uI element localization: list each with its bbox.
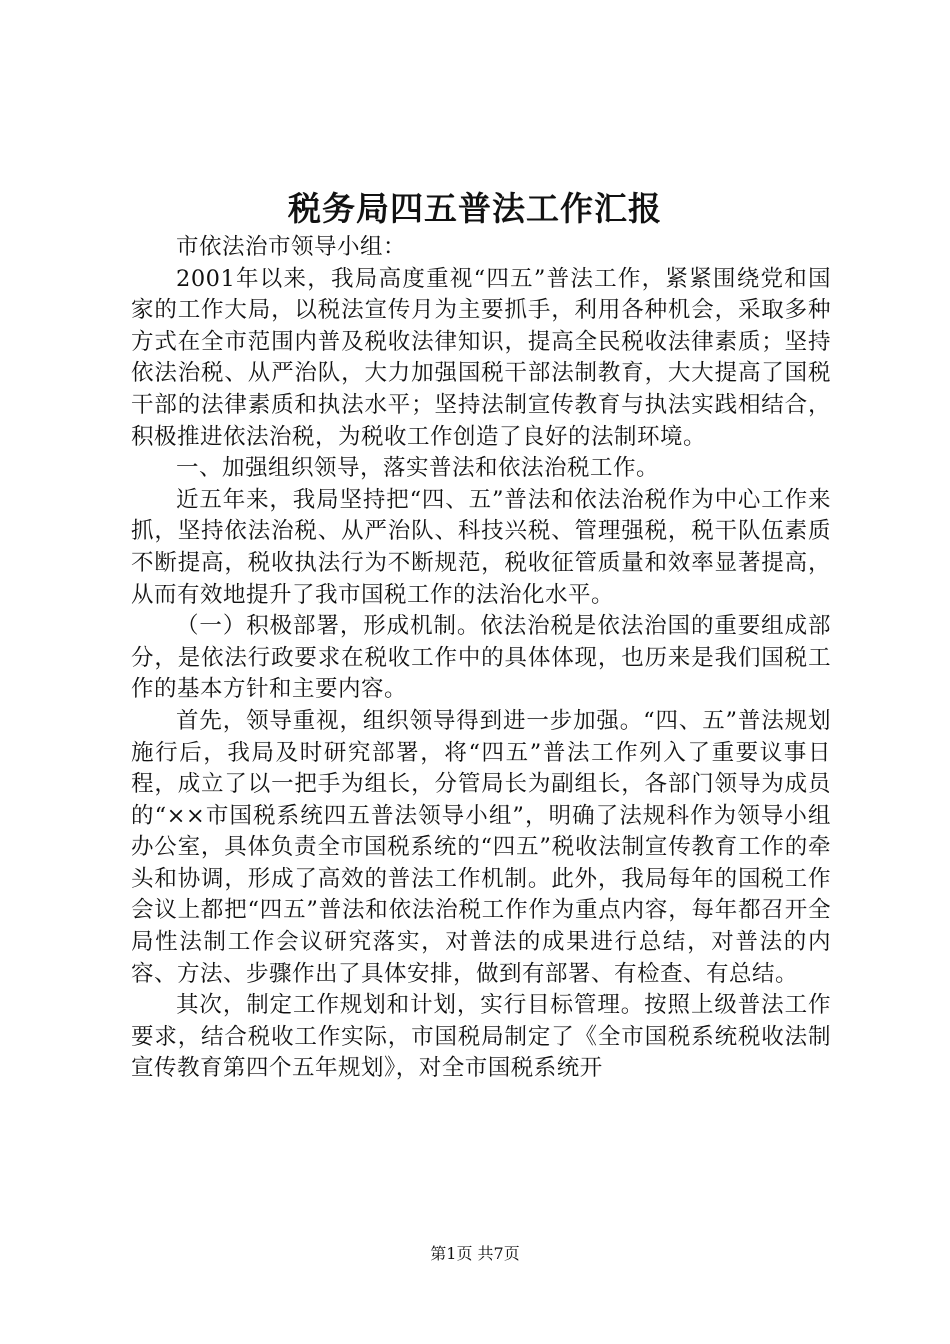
section-heading-paragraph: 一、加强组织领导，落实普法和依法治税工作。 [176, 455, 660, 482]
body-paragraph: 2001年以来，我局高度重视“四五”普法工作，紧紧围绕党和国家的工作大局，以税法宣传月为主要抓手，利用各种机会，采取多种方式在全市范围内普及税收法律知识，提高全民税收法律素质；坚持依法治税、从严治队，大力加强国税干部法制教育，大大提高了国税干部的法律素质和执法水平；坚持法制宣传教育与执法实践相结合，积极推进依法治税，为税收工作创造了良好的法制环境。 [131, 265, 831, 450]
body-paragraph: 其次，制定工作规划和计划，实行目标管理。按照上级普法工作要求，结合税收工作实际，市国税局制定了《全市国税系统税收法制宣传教育第四个五年规划》，对全市国税系统开 [131, 992, 831, 1082]
salutation-paragraph: 市依法治市领导小组： [176, 234, 407, 260]
page-number-footer: 第1页 共7页 [430, 1244, 520, 1263]
body-paragraph: 首先，领导重视，组织领导得到进一步加强。“四、五”普法规划施行后，我局及时研究部署，将“四五”普法工作列入了重要议事日程，成立了以一把手为组长，分管局长为副组长，各部门领导为成员的“××市国税系统四五普法领导小组”，明确了法规科作为领导小组办公室，具体负责全市国税系统的“四五”税收法制宣传教育工作的牵头和协调，形成了高效的普法工作机制。此外，我局每年的国税工作会议上都把“四五”普法和依法治税工作作为重点内容，每年都召开全局性法制工作会议研究落实，对普法的成果进行总结，对普法的内容、方法、步骤作出了具体安排，做到有部署、有检查、有总结。 [131, 707, 831, 987]
document-body [131, 232, 831, 1085]
subsection-paragraph: （一）积极部署，形成机制。依法治税是依法治国的重要组成部分，是依法行政要求在税收工作中的具体体现，也历来是我们国税工作的基本方针和主要内容。 [131, 613, 831, 703]
document-title: 税务局四五普法工作汇报 [288, 189, 662, 228]
body-paragraph: 近五年来，我局坚持把“四、五”普法和依法治税作为中心工作来抓，坚持依法治税、从严治队、科技兴税、管理强税，税干队伍素质不断提高，税收执法行为不断规范，税收征管质量和效率显著提高，从而有效地提升了我市国税工作的法治化水平。 [131, 486, 831, 608]
